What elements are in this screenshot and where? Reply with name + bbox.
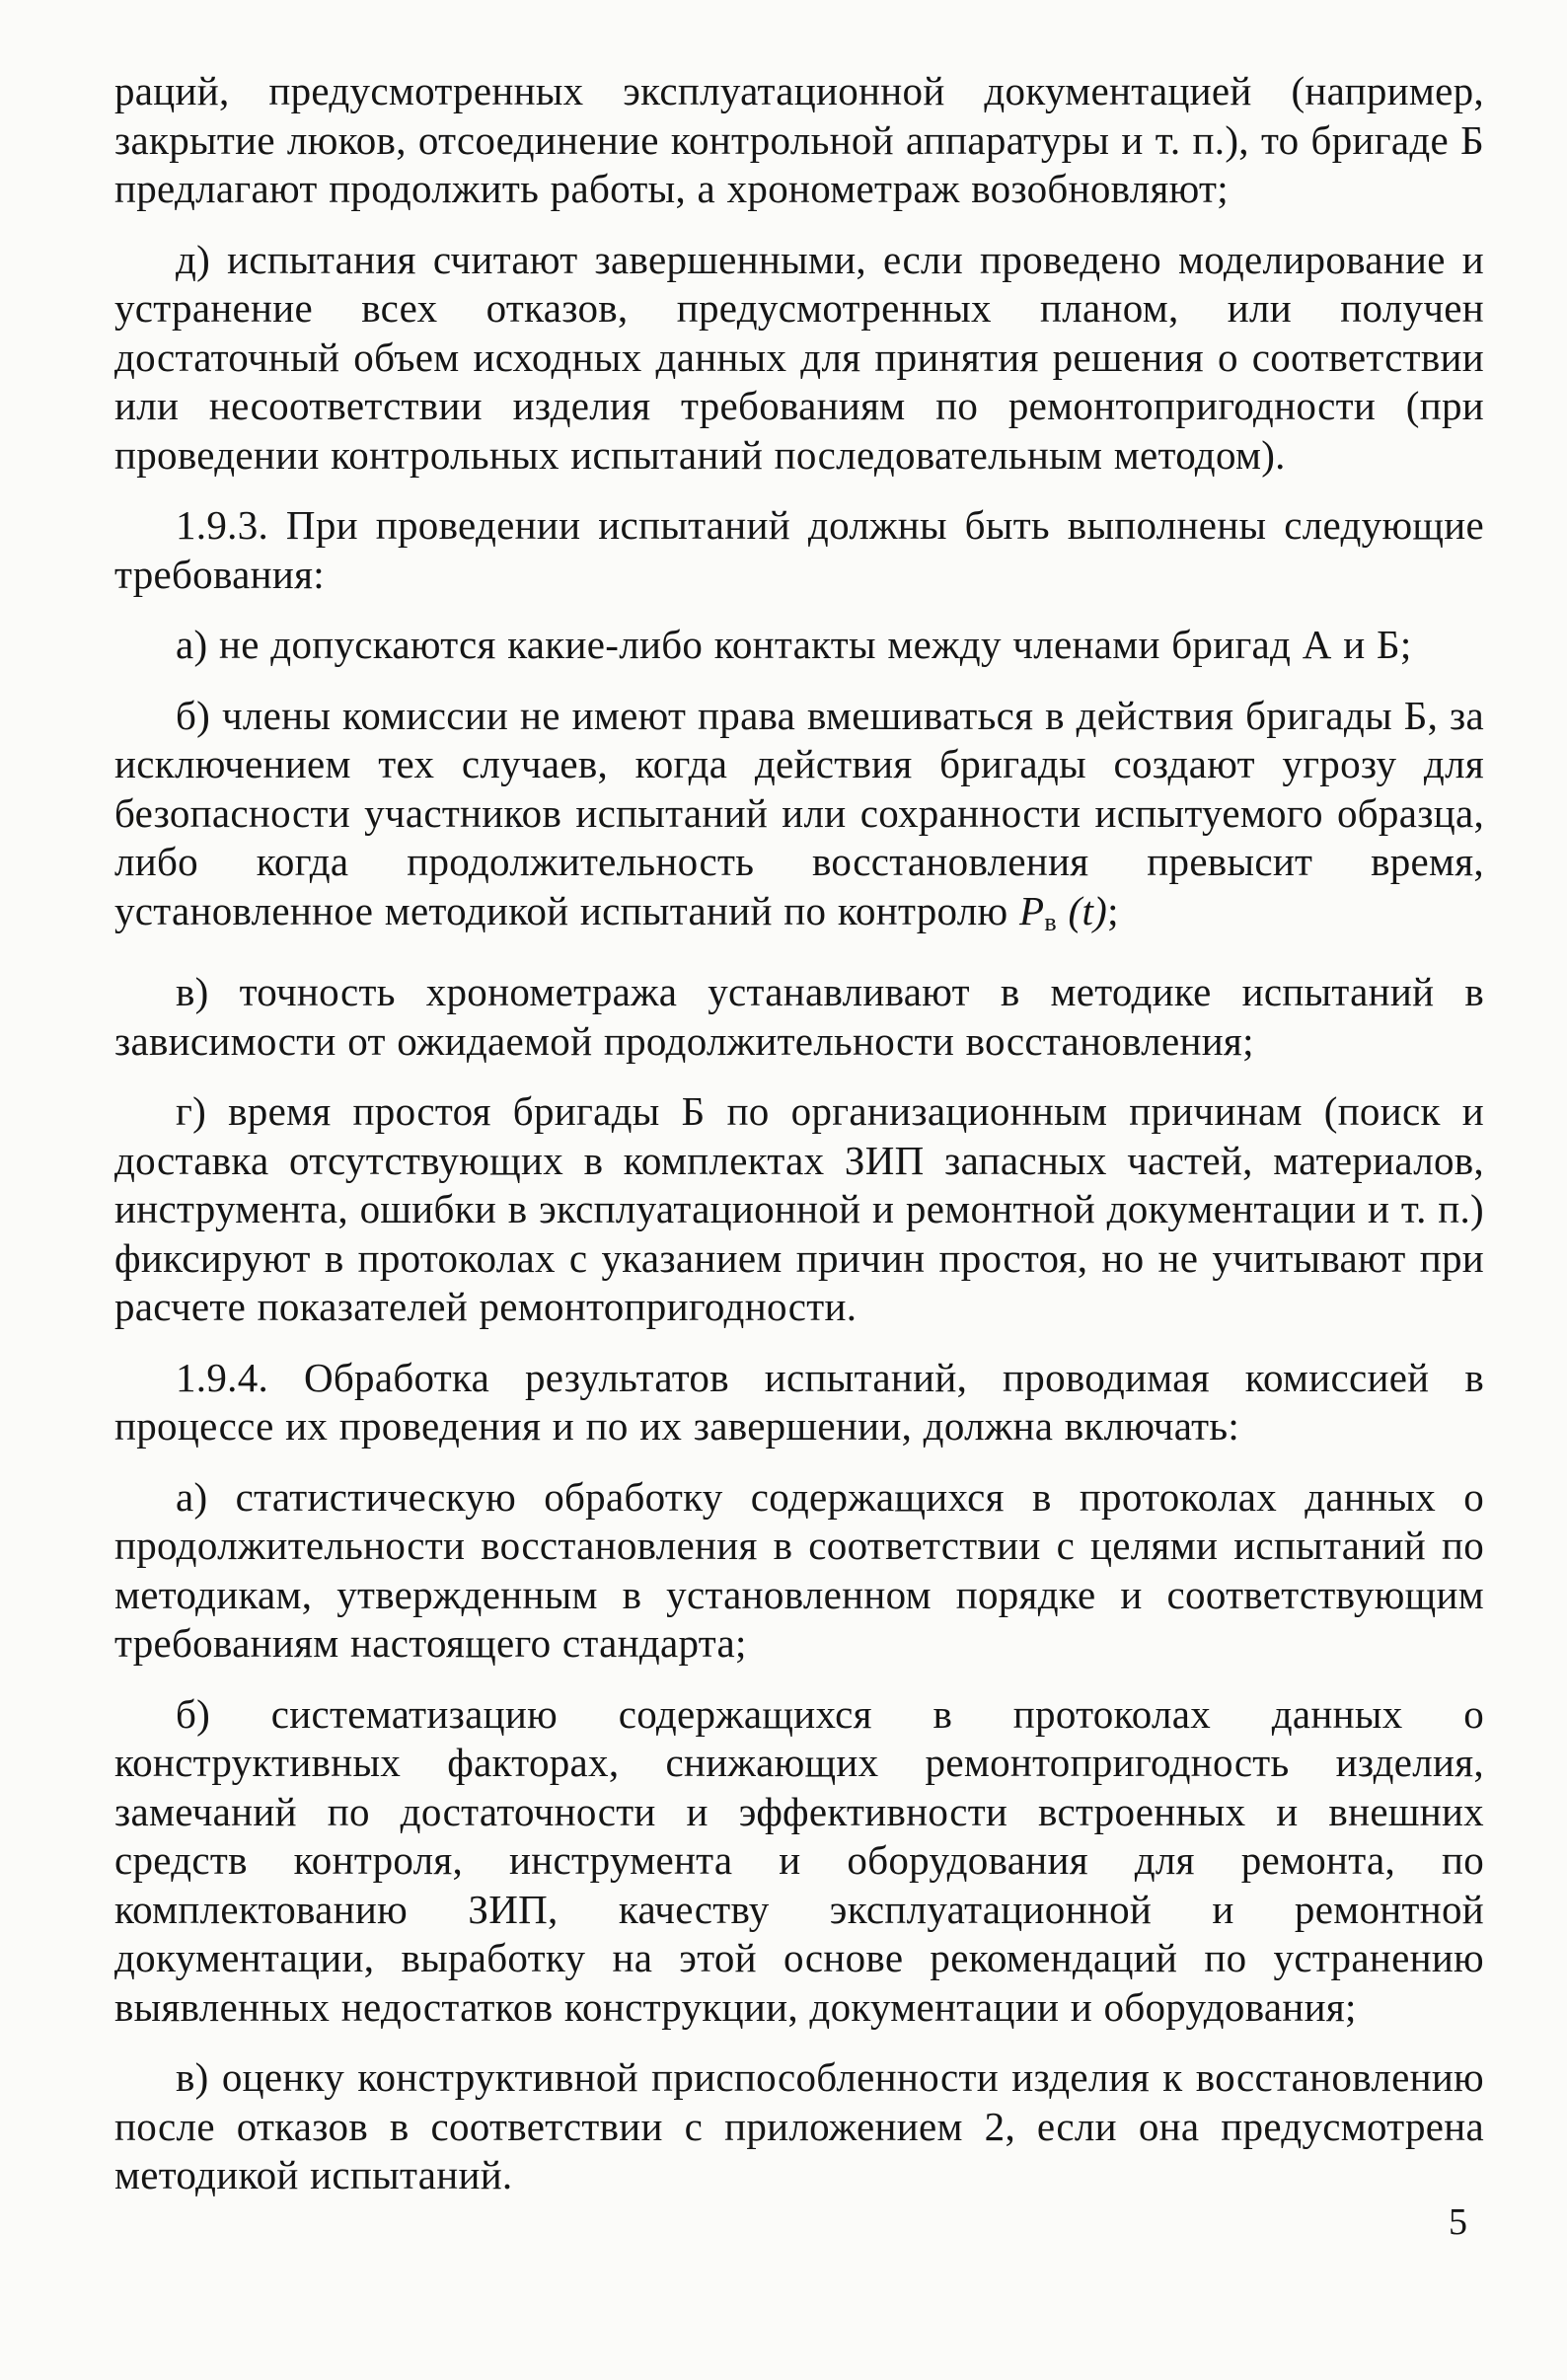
paragraph-continuation: раций, предусмотренных эксплуатационной документацией (например, закрытие люков, отсоединение контрольной аппаратуры и т. п.), то бригаде Б предлагают продолжить работы, а хронометраж возобновляют; bbox=[114, 68, 1484, 211]
clause-1-9-4-v: в) оценку конструктивной приспособленности изделия к восстановлению после отказов в соответствии с приложением 2, если она предусмотрена методикой испытаний. bbox=[114, 2054, 1484, 2197]
section-1-9-3-heading: 1.9.3. При проведении испытаний должны быть выполнены следующие требования: bbox=[114, 502, 1484, 597]
symbol-pv-t bbox=[1019, 887, 1108, 936]
clause-1-9-3-g: г) время простоя бригады Б по организационным причинам (поиск и доставка отсутствующих в комплектах ЗИП запасных частей, материалов, инструмента, ошибки в эксплуатационной и ремонтной документации и т. п.) фиксируют в протоколах с указанием причин простоя, но не учитывают при расчете показателей ремонтопригодности. bbox=[114, 1088, 1484, 1329]
section-1-9-4-heading: 1.9.4. Обработка результатов испытаний, проводимая комиссией в процессе их проведения и по их завершении, должна включать: bbox=[114, 1354, 1484, 1449]
clause-1-9-4-a: а) статистическую обработку содержащихся в протоколах данных о продолжительности восстановления в соответствии с целями испытаний по методикам, утвержденным в установленном порядке и соответствующим требованиям настоящего стандарта; bbox=[114, 1473, 1484, 1666]
clause-1-9-3-b-end: ; bbox=[1107, 887, 1119, 933]
clause-1-9-3-b-text: б) члены комиссии не имеют права вмешиваться в действия бригады Б, за исключением тех случаев, когда действия бригады создают угрозу для безопасности участников испытаний или сохранности испытуемого образца, либо когда продолжительность восстановления превысит время, установленное методикой испытаний по контролю bbox=[114, 692, 1484, 933]
clause-1-9-3-a: а) не допускаются какие-либо контакты между членами бригад А и Б; bbox=[176, 622, 1412, 667]
clause-d-completion: д) испытания считают завершенными, если проведено моделирование и устранение всех отказов, предусмотренных планом, или получен достаточный объем исходных данных для принятия решения о соответствии или несоответствии изделия требованиям по ремонтопригодности (при проведении контрольных испытаний последовательным методом). bbox=[114, 236, 1484, 478]
clause-1-9-3-v: в) точность хронометража устанавливают в методике испытаний в зависимости от ожидаемой продолжительности восстановления; bbox=[114, 969, 1484, 1064]
body-text bbox=[114, 67, 1484, 2222]
page-number: 5 bbox=[1449, 2201, 1467, 2243]
clause-1-9-4-b: б) систематизацию содержащихся в протоколах данных о конструктивных факторах, снижающих ремонтопригодность изделия, замечаний по достаточности и эффективности встроенных и внешних средств контроля, инструмента и оборудования для ремонта, по комплектованию ЗИП, качеству эксплуатационной и ремонтной документации, выработку на этой основе рекомендаций по устранению выявленных недостатков конструкции, документации и оборудования; bbox=[114, 1690, 1484, 2030]
symbol-main: P bbox=[1019, 887, 1045, 933]
clause-1-9-3-b bbox=[114, 692, 1484, 947]
symbol-subscript: в bbox=[1044, 907, 1057, 936]
symbol-argument: (t) bbox=[1056, 887, 1108, 933]
